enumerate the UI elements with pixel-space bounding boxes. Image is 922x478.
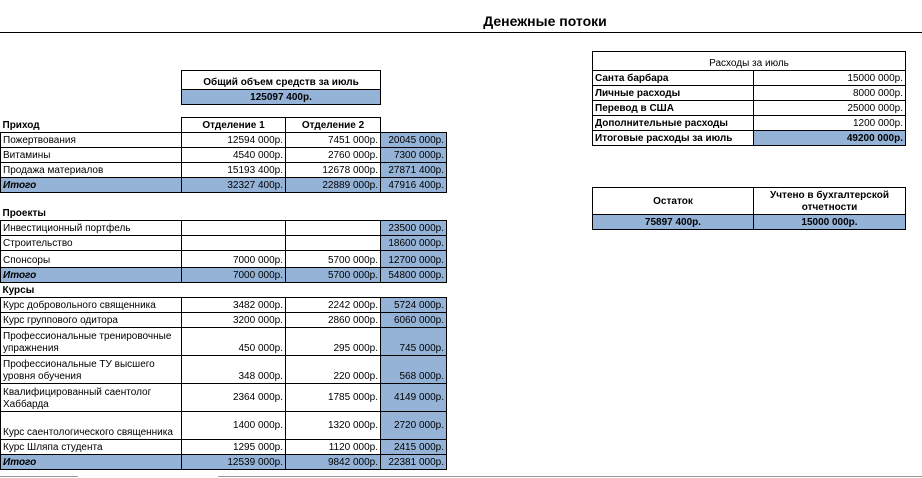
row-sum: 5724 000р. xyxy=(381,298,447,313)
expenses-total-row xyxy=(593,131,906,146)
accounted-label: Учтено в бухгалтерской отчетности xyxy=(754,188,906,215)
table-row xyxy=(1,163,447,178)
expenses-table xyxy=(592,51,906,146)
row-sum: 6060 000р. xyxy=(381,313,447,328)
row-dept2 xyxy=(286,221,381,236)
row-name: Строительство xyxy=(1,236,182,251)
table-row xyxy=(1,148,447,163)
title-underline xyxy=(0,32,922,33)
courses-header: Курсы xyxy=(2,285,35,296)
row-sum: 2720 000р. xyxy=(381,412,447,440)
table-row xyxy=(1,221,447,236)
row-sum: 27871 400р. xyxy=(381,163,447,178)
dept1-header: Отделение 1 xyxy=(182,118,286,133)
total-dept1: 32327 400р. xyxy=(182,178,286,193)
row-sum: 23500 000р. xyxy=(381,221,447,236)
dept2-header: Отделение 2 xyxy=(286,118,381,133)
total-funds-label: Общий объем средств за июль xyxy=(182,71,381,90)
row-name: Курс добровольного священника xyxy=(1,298,182,313)
sheet-bottom-edge xyxy=(218,476,922,477)
remainder-label: Остаток xyxy=(593,188,754,215)
row-name: Продажа материалов xyxy=(1,163,182,178)
row-name: Профессиональные ТУ высшего уровня обучения xyxy=(1,356,182,384)
courses-header-row xyxy=(1,283,447,298)
row-dept2: 7451 000р. xyxy=(286,133,381,148)
expense-total-value: 49200 000р. xyxy=(754,131,906,146)
row-name: Спонсоры xyxy=(1,251,182,268)
row-dept2: 2242 000р. xyxy=(286,298,381,313)
row-dept2: 2760 000р. xyxy=(286,148,381,163)
expense-value: 8000 000р. xyxy=(754,86,906,101)
table-row xyxy=(1,384,447,412)
row-sum: 2415 000р. xyxy=(381,440,447,455)
row-dept1: 348 000р. xyxy=(182,356,286,384)
row-sum: 7300 000р. xyxy=(381,148,447,163)
total-name: Итого xyxy=(1,455,182,470)
row-dept1: 1295 000р. xyxy=(182,440,286,455)
expense-value: 25000 000р. xyxy=(754,101,906,116)
page-title: Денежные потоки xyxy=(483,13,607,29)
row-dept1: 3482 000р. xyxy=(182,298,286,313)
expense-name: Дополнительные расходы xyxy=(593,116,754,131)
row-dept2: 1120 000р. xyxy=(286,440,381,455)
income-header-row xyxy=(1,118,447,133)
table-row xyxy=(1,440,447,455)
table-row xyxy=(1,356,447,384)
table-row xyxy=(1,412,447,440)
row-dept2: 220 000р. xyxy=(286,356,381,384)
row-name: Витамины xyxy=(1,148,182,163)
total-sum: 54800 000р. xyxy=(381,268,447,283)
row-dept1 xyxy=(182,221,286,236)
row-name: Квалифицированный саентолог Хаббарда xyxy=(1,384,182,412)
sheet-bottom-edge xyxy=(0,476,78,477)
expense-value: 15000 000р. xyxy=(754,71,906,86)
projects-header-row xyxy=(1,206,447,221)
total-funds-value: 125097 400р. xyxy=(182,90,381,105)
total-dept1: 12539 000р. xyxy=(182,455,286,470)
table-row xyxy=(593,71,906,86)
row-dept2: 295 000р. xyxy=(286,328,381,356)
expense-name: Личные расходы xyxy=(593,86,754,101)
row-dept2 xyxy=(286,236,381,251)
accounted-value: 15000 000р. xyxy=(754,215,906,230)
cashflow-table xyxy=(0,117,447,470)
projects-total-row xyxy=(1,268,447,283)
total-dept2: 22889 000р. xyxy=(286,178,381,193)
row-dept1 xyxy=(182,236,286,251)
row-dept1: 450 000р. xyxy=(182,328,286,356)
table-row xyxy=(1,328,447,356)
row-dept2: 1320 000р. xyxy=(286,412,381,440)
row-dept2: 5700 000р. xyxy=(286,251,381,268)
row-sum: 12700 000р. xyxy=(381,251,447,268)
row-dept1: 12594 000р. xyxy=(182,133,286,148)
row-sum: 568 000р. xyxy=(381,356,447,384)
total-name: Итого xyxy=(1,178,182,193)
projects-header: Проекты xyxy=(2,208,46,219)
courses-total-row xyxy=(1,455,447,470)
table-row xyxy=(593,86,906,101)
income-total-row xyxy=(1,178,447,193)
row-dept2: 1785 000р. xyxy=(286,384,381,412)
expense-name: Санта барбара xyxy=(593,71,754,86)
table-row xyxy=(1,313,447,328)
row-dept1: 4540 000р. xyxy=(182,148,286,163)
row-dept1: 7000 000р. xyxy=(182,251,286,268)
remainder-value: 75897 400р. xyxy=(593,215,754,230)
table-row xyxy=(1,298,447,313)
income-header: Приход xyxy=(2,120,40,131)
row-dept1: 1400 000р. xyxy=(182,412,286,440)
row-dept1: 2364 000р. xyxy=(182,384,286,412)
row-name: Профессиональные тренировочные упражнения xyxy=(1,328,182,356)
row-dept2: 2860 000р. xyxy=(286,313,381,328)
row-name: Курс группового одитора xyxy=(1,313,182,328)
total-sum: 47916 400р. xyxy=(381,178,447,193)
row-name: Инвестиционный портфель xyxy=(1,221,182,236)
expense-name: Перевод в США xyxy=(593,101,754,116)
expense-value: 1200 000р. xyxy=(754,116,906,131)
balance-table xyxy=(592,187,906,230)
row-dept1: 3200 000р. xyxy=(182,313,286,328)
total-sum: 22381 000р. xyxy=(381,455,447,470)
table-row xyxy=(593,101,906,116)
row-name: Пожертвования xyxy=(1,133,182,148)
total-dept1: 7000 000р. xyxy=(182,268,286,283)
total-dept2: 5700 000р. xyxy=(286,268,381,283)
row-dept1: 15193 400р. xyxy=(182,163,286,178)
expenses-header: Расходы за июль xyxy=(593,52,906,71)
table-row xyxy=(1,251,447,268)
total-funds-box xyxy=(181,70,381,105)
expense-total-name: Итоговые расходы за июль xyxy=(593,131,754,146)
total-dept2: 9842 000р. xyxy=(286,455,381,470)
row-name: Курс саентологического священника xyxy=(1,412,182,440)
row-sum: 4149 000р. xyxy=(381,384,447,412)
row-name: Курс Шляпа студента xyxy=(1,440,182,455)
row-dept2: 12678 000р. xyxy=(286,163,381,178)
row-sum: 18600 000р. xyxy=(381,236,447,251)
total-name: Итого xyxy=(1,268,182,283)
row-sum: 745 000р. xyxy=(381,328,447,356)
row-sum: 20045 000р. xyxy=(381,133,447,148)
table-row xyxy=(593,116,906,131)
table-row xyxy=(1,236,447,251)
table-row xyxy=(1,133,447,148)
